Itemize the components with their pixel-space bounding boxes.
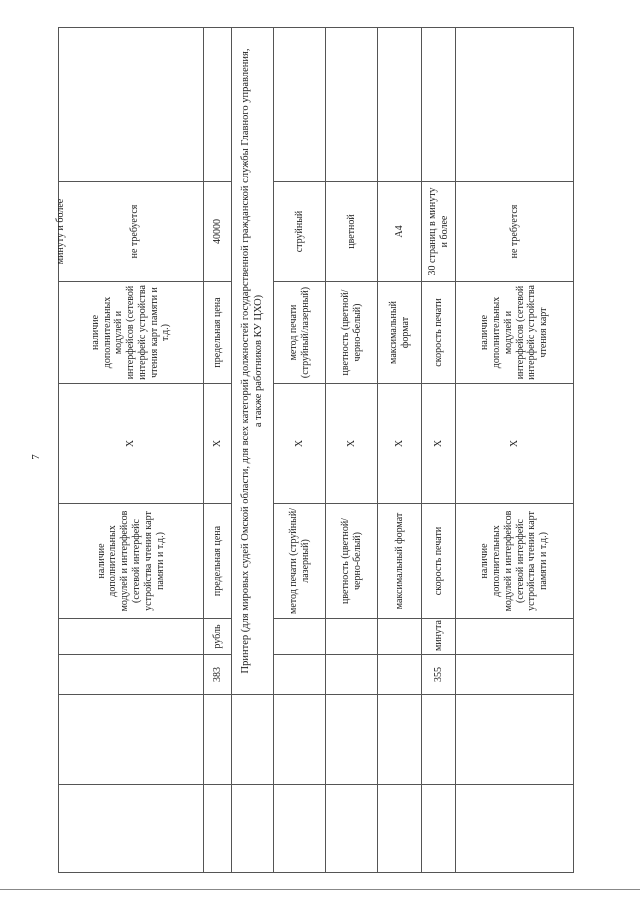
cell-value: струйный bbox=[274, 182, 326, 282]
cell-x: Х bbox=[274, 384, 326, 504]
cell-code bbox=[274, 655, 326, 695]
cell-code bbox=[378, 655, 422, 695]
cell-code bbox=[326, 655, 378, 695]
cell-name: скорость печати bbox=[422, 282, 456, 384]
page-bottom-rule bbox=[0, 889, 640, 890]
rotated-page bbox=[55, 28, 585, 873]
cell-code bbox=[456, 655, 574, 695]
cell-unit: минута bbox=[422, 619, 456, 655]
cell-name: наличие дополнительных модулей и интерфейсов (сетевой интерфейс устройства чтения карт bbox=[456, 282, 574, 384]
cell-x: Х bbox=[422, 384, 456, 504]
page-number: 7 bbox=[29, 454, 42, 460]
table-row bbox=[422, 28, 456, 873]
cell-value: цветной bbox=[326, 182, 378, 282]
cell-x: Х bbox=[456, 384, 574, 504]
cell-code: 355 bbox=[422, 655, 456, 695]
table-row bbox=[326, 28, 378, 873]
cell-value: 40000 bbox=[204, 182, 232, 282]
specs-table bbox=[55, 27, 574, 873]
cell-unit bbox=[274, 619, 326, 655]
table-row bbox=[456, 28, 574, 873]
cell-name: максимальный формат bbox=[378, 282, 422, 384]
cell-value: не требуется bbox=[456, 182, 574, 282]
cell-name: метод печати (струйный/лазерный) bbox=[274, 282, 326, 384]
cell-label: метод печати (струйный/лазерный) bbox=[274, 504, 326, 619]
cell-value bbox=[55, 182, 204, 282]
table-row bbox=[204, 28, 232, 873]
cell-value: А4 bbox=[378, 182, 422, 282]
cell-name: наличие дополнительных модулей и интерфейсов (сетевой интерфейс устройства чтения карт памяти и т.д.) bbox=[59, 282, 204, 384]
cell-label: скорость печати bbox=[422, 504, 456, 619]
cell-x: Х bbox=[204, 384, 232, 504]
cell-label: цветность (цветной/черно-белый) bbox=[326, 504, 378, 619]
prev-value-tail: минуту и более bbox=[55, 198, 67, 265]
section-title: Принтер (для мировых судей Омской области, для всех категорий должностей государственной гражданской службы Главного управления, а также работников КУ ЦХО) bbox=[232, 28, 274, 695]
section-row bbox=[232, 28, 274, 873]
table-row bbox=[378, 28, 422, 873]
cell-value: 30 страниц в минуту и более bbox=[422, 182, 456, 282]
cell-unit bbox=[378, 619, 422, 655]
table-row bbox=[59, 28, 204, 873]
cell-label: наличие дополнительных модулей и интерфейсов (сетевой интерфейс устройства чтения карт памяти и т.д.) bbox=[456, 504, 574, 619]
cell-x: Х bbox=[326, 384, 378, 504]
cell-unit bbox=[456, 619, 574, 655]
cell-name: цветность (цветной/черно-белый) bbox=[326, 282, 378, 384]
cell-x: Х bbox=[378, 384, 422, 504]
cell-label: максимальный формат bbox=[378, 504, 422, 619]
cell-unit bbox=[326, 619, 378, 655]
table-row bbox=[274, 28, 326, 873]
value-text: не требуется bbox=[129, 204, 140, 259]
cell-name: предельная цена bbox=[204, 282, 232, 384]
cell-unit: рубль bbox=[204, 619, 232, 655]
cell-code: 383 bbox=[204, 655, 232, 695]
cell-x: Х bbox=[59, 384, 204, 504]
cell-label: наличие дополнительных модулей и интерфейсов (сетевой интерфейс устройства чтения карт памяти и т.д.) bbox=[59, 504, 204, 619]
cell-label: предельная цена bbox=[204, 504, 232, 619]
